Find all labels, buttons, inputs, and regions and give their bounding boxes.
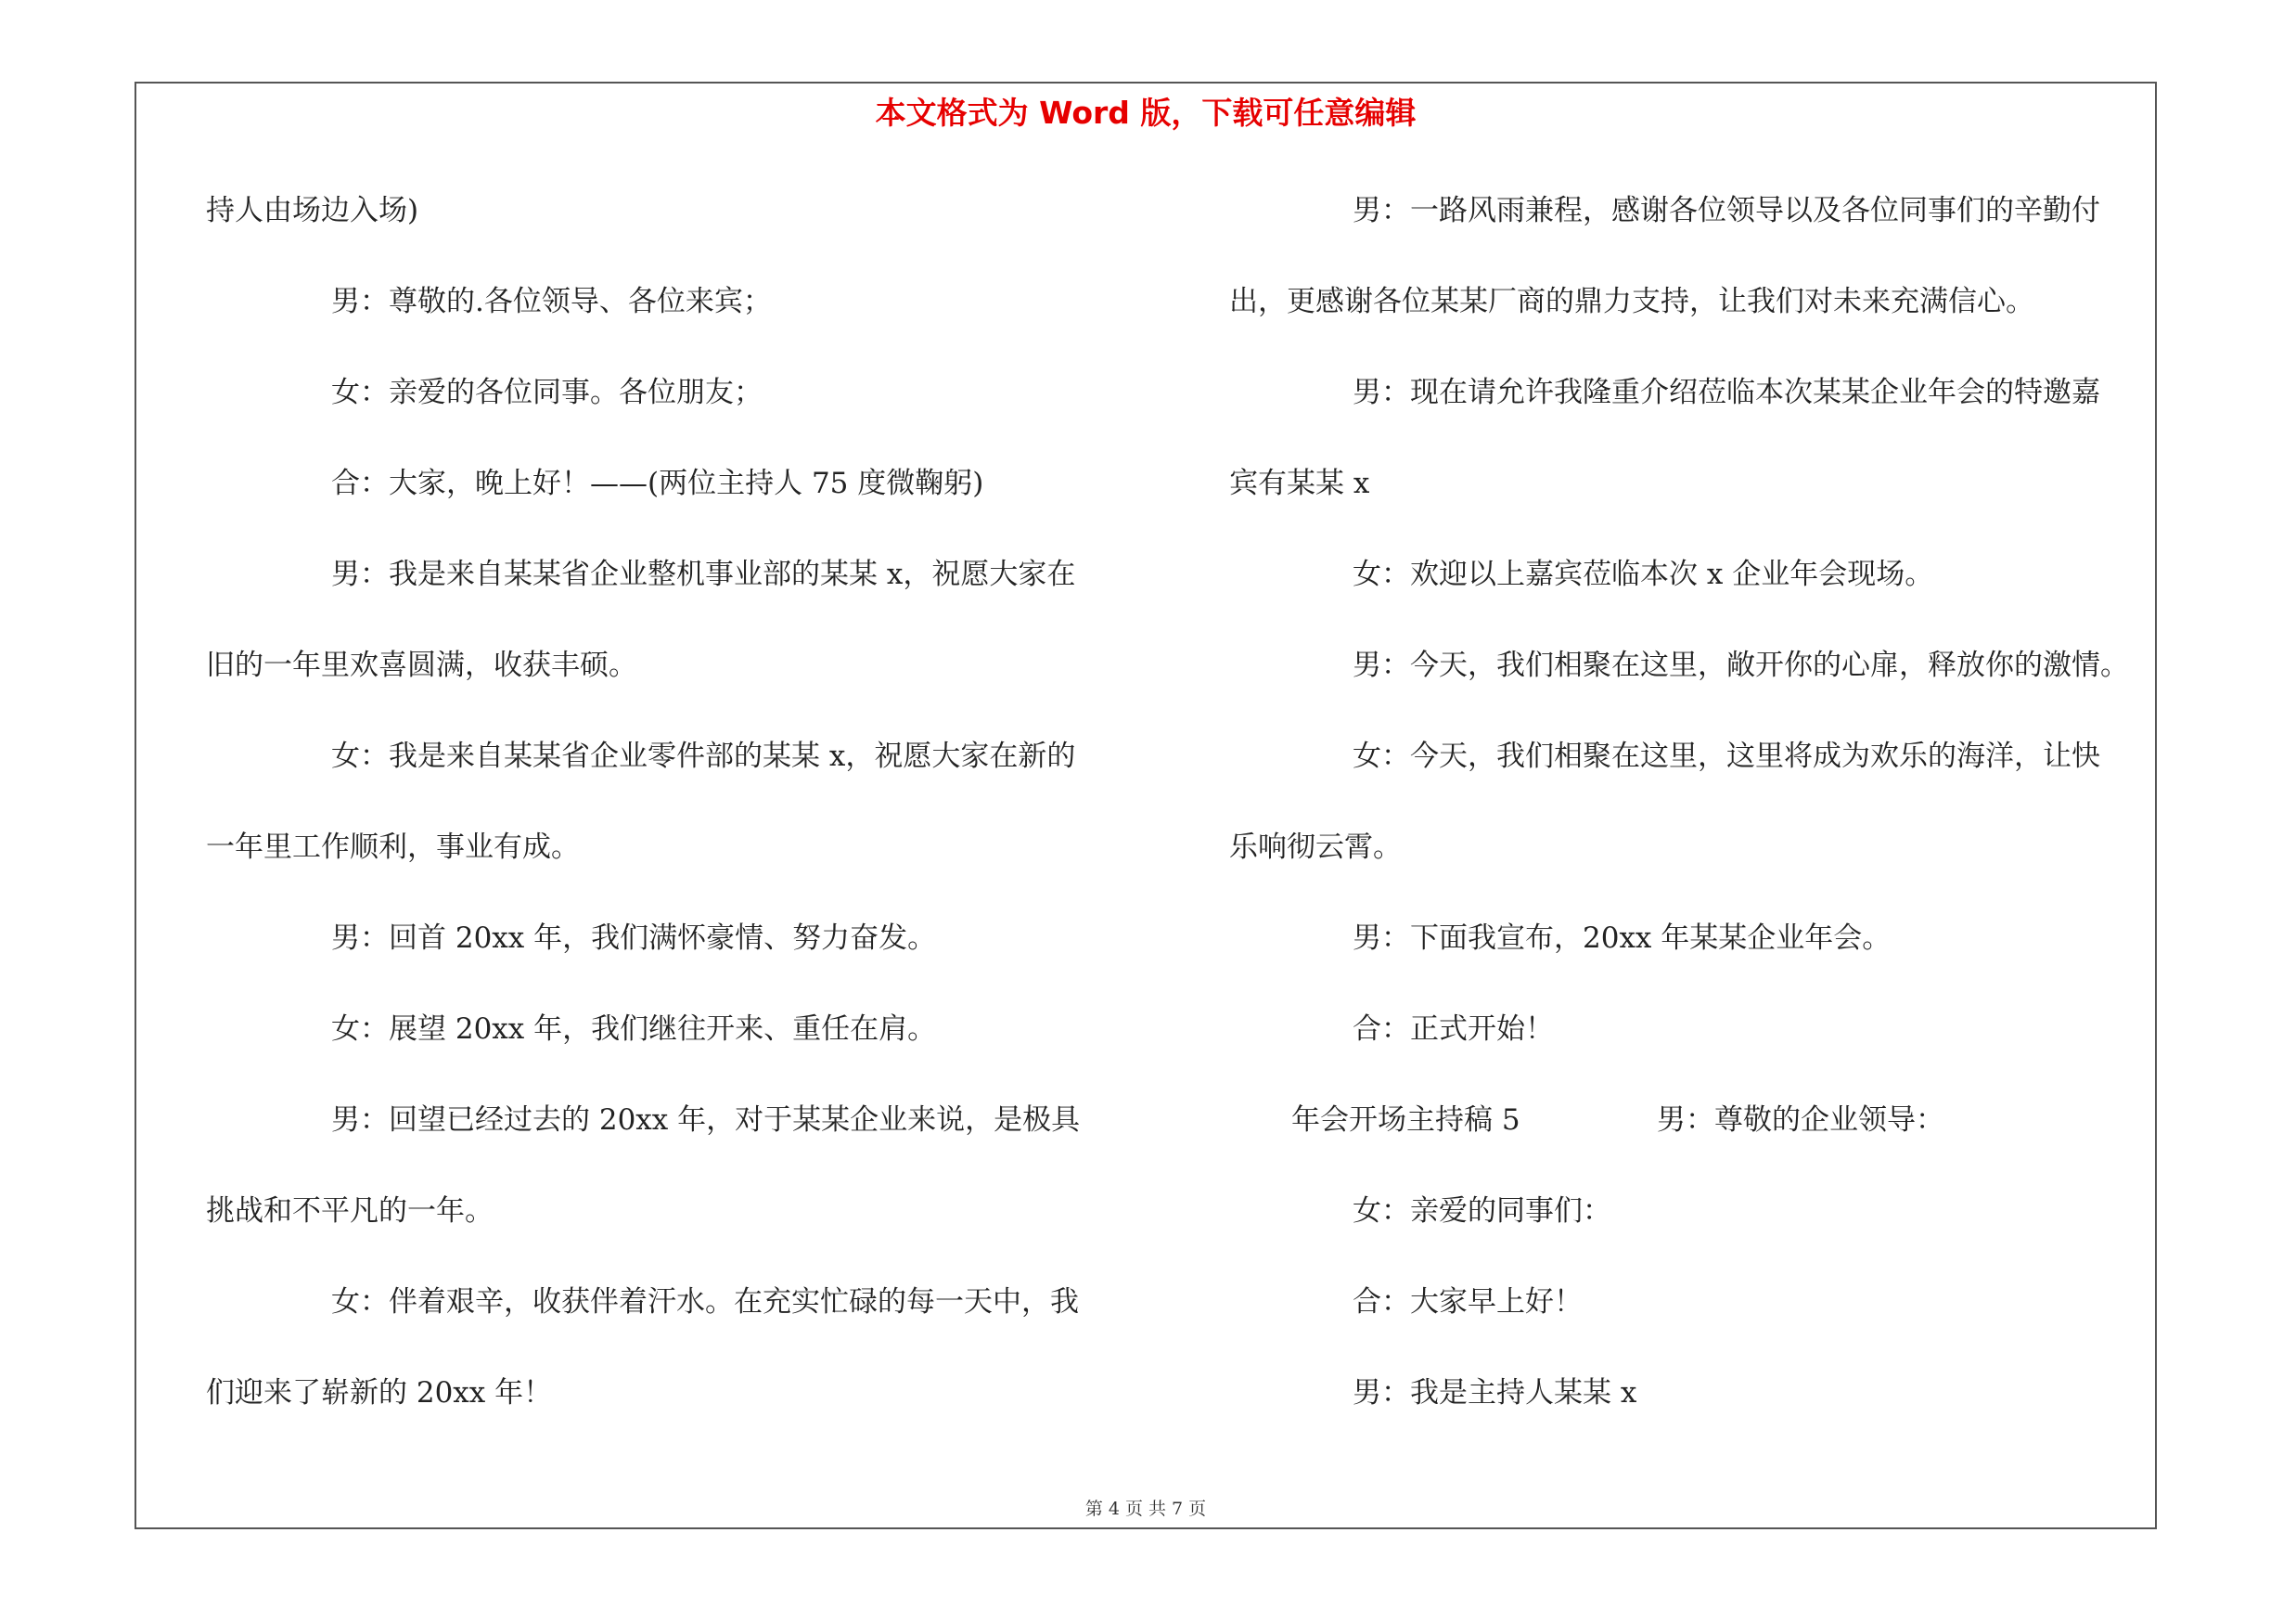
right-line-3: 男：现在请允许我隆重介绍莅临本次某某企业年会的特邀嘉 — [1353, 376, 2100, 409]
left-line-2: 男：尊敬的.各位领导、各位来宾； — [331, 285, 772, 318]
left-line-6: 旧的一年里欢喜圆满，收获丰硕。 — [206, 649, 637, 682]
right-line-15: 男：我是主持人某某 x — [1353, 1376, 1637, 1410]
right-line-4: 宾有某某 x — [1229, 467, 1370, 500]
left-line-11: 男：回望已经过去的 20xx 年，对于某某企业来说，是极具 — [331, 1103, 1081, 1137]
page-number-footer: 第 4 页 共 7 页 — [1084, 1499, 1207, 1519]
right-line-6: 男：今天，我们相聚在这里，敞开你的心扉，释放你的激情。 — [1353, 649, 2129, 682]
left-line-9: 男：回首 20xx 年，我们满怀豪情、努力奋发。 — [331, 921, 937, 955]
right-line-13: 女：亲爱的同事们： — [1353, 1194, 1611, 1228]
right-line-8: 乐响彻云霄。 — [1229, 831, 1402, 864]
right-line-14: 合：大家早上好！ — [1353, 1285, 1583, 1319]
right-line-9: 男：下面我宣布，20xx 年某某企业年会。 — [1353, 921, 1892, 955]
left-line-13: 女：伴着艰辛，收获伴着汗水。在充实忙碌的每一天中，我 — [331, 1285, 1079, 1319]
right-line-7: 女：今天，我们相聚在这里，这里将成为欢乐的海洋，让快 — [1353, 740, 2100, 773]
format-banner: 本文格式为 Word 版，下载可任意编辑 — [875, 95, 1417, 131]
left-line-10: 女：展望 20xx 年，我们继往开来、重任在肩。 — [331, 1012, 937, 1046]
right-line-2: 出，更感谢各位某某厂商的鼎力支持，让我们对未来充满信心。 — [1229, 285, 2034, 318]
right-section-heading: 年会开场主持稿 5 — [1291, 1103, 1520, 1137]
left-line-4: 合：大家，晚上好！——(两位主持人 75 度微鞠躬) — [331, 467, 984, 500]
left-line-5: 男：我是来自某某省企业整机事业部的某某 x，祝愿大家在 — [331, 558, 1076, 591]
left-line-1: 持人由场边入场) — [206, 194, 419, 227]
left-line-14: 们迎来了崭新的 20xx 年！ — [206, 1376, 553, 1410]
right-line-10: 合：正式开始！ — [1353, 1012, 1554, 1046]
left-line-7: 女：我是来自某某省企业零件部的某某 x，祝愿大家在新的 — [331, 740, 1076, 773]
right-line-5: 女：欢迎以上嘉宾莅临本次 x 企业年会现场。 — [1353, 558, 1934, 591]
left-line-8: 一年里工作顺利，事业有成。 — [206, 831, 580, 864]
right-line-1: 男：一路风雨兼程，感谢各位领导以及各位同事们的辛勤付 — [1353, 194, 2100, 227]
left-line-12: 挑战和不平凡的一年。 — [206, 1194, 494, 1228]
left-line-3: 女：亲爱的各位同事。各位朋友； — [331, 376, 763, 409]
right-line-12: 男：尊敬的企业领导： — [1657, 1103, 1944, 1137]
